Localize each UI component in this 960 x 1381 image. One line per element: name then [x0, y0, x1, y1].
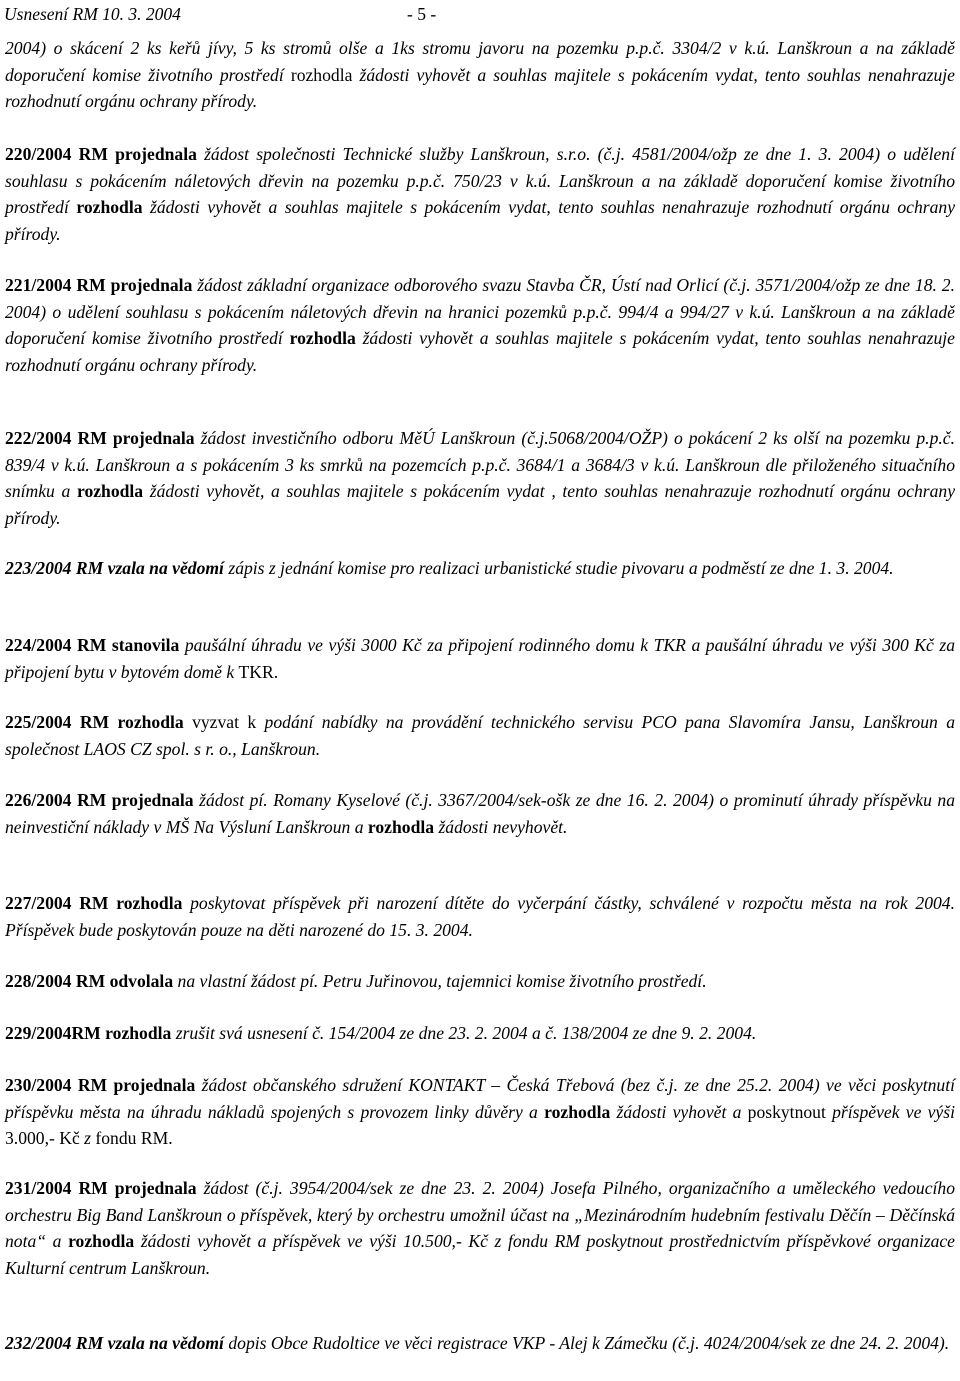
resolution-226	[5, 787, 955, 840]
resolution-heading: 230/2004 RM projednala	[5, 1075, 196, 1095]
page-number: - 5 -	[407, 4, 437, 24]
resolution-229	[5, 1020, 955, 1047]
resolution-230	[5, 1072, 955, 1152]
body-text: žádost pí. Romany Kyselové (č.j. 3367/2004/sek-ošk ze dne 16. 2. 2004) o prominutí úhrady příspěvku na neinvestiční náklady v MŠ Na Výsluní Lanškroun a	[5, 790, 955, 837]
body-text: žádost investičního odboru MěÚ Lanškroun (č.j.5068/2004/OŽP) o pokácení 2 ks olší na pozemku p.p.č. 839/4 v k.ú. Lanškroun a s pokácením 3 ks smrků na pozemcích p.p.č. 3684/1 a 3684/3 v k.ú. Lanškroun dle přiloženého situačního snímku a	[5, 428, 955, 502]
resolution-heading: 231/2004 RM projednala	[5, 1178, 197, 1198]
plain-text: TKR.	[238, 661, 279, 682]
body-text: žádost základní organizace odborového svazu Stavba ČR, Ústí nad Orlicí (č.j. 3571/2004/ožp ze dne 18. 2. 2004) o udělení souhlasu s pokácením náletových dřevin na hranici pozemků p.p.č. 994/4 a 994/27 v k.ú. Lanškroun a na základě doporučení komise životního prostředí	[5, 275, 956, 349]
resolution-231	[5, 1175, 955, 1281]
plain-text: rozhodla	[290, 64, 353, 85]
body-text: žádost společnosti Technické služby Lanškroun, s.r.o. (č.j. 4581/2004/ožp ze dne 1. 3. 2004) o udělení souhlasu s pokácením náletových dřevin na pozemku p.p.č. 750/23 v k.ú. Lanškroun a na základě doporučení komise životního prostředí	[5, 144, 955, 218]
plain-text: fondu RM.	[95, 1128, 173, 1149]
resolution-heading: 226/2004 RM projednala	[5, 790, 194, 810]
body-text: žádosti vyhovět a souhlas majitele s pokácením vydat, tento souhlas nenahrazuje rozhodnutí orgánu ochrany přírody.	[5, 197, 956, 244]
body-text: žádost občanského sdružení KONTAKT – Česká Třebová (bez č.j. ze dne 25.2. 2004) ve věci poskytnutí příspěvku města na úhradu nákladů spojených s provozem linky důvěry a	[5, 1075, 955, 1122]
body-text: na vlastní žádost pí. Petru Juřinovou, tajemnici komise životního prostředí.	[173, 971, 707, 991]
body-text: žádosti vyhovět a souhlas majitele s pokácením vydat, tento souhlas nenahrazuje rozhodnutí orgánu ochrany přírody.	[5, 64, 955, 112]
resolution-heading: 225/2004 RM rozhodla	[5, 712, 184, 732]
resolution-heading: rozhodla	[68, 1231, 135, 1252]
resolution-232	[5, 1330, 955, 1357]
body-text: žádost (č.j. 3954/2004/sek ze dne 23. 2. 2004) Josefa Pilného, organizačního a uměleckého vedoucího orchestru Big Band Lanškroun o příspěvek, který by orchestru umožnil účast na „Mezinárodním hudebním festivalu Děčín – Děčínská nota“ a	[5, 1178, 955, 1252]
body-text: žádosti vyhovět a	[610, 1101, 748, 1122]
resolution-heading: rozhodla	[544, 1101, 611, 1122]
resolution-220	[5, 141, 955, 247]
body-text: zrušit svá usnesení č. 154/2004 ze dne 23. 2. 2004 a č. 138/2004 ze dne 9. 2. 2004.	[171, 1023, 757, 1043]
body-text: paušální úhradu ve výši 3000 Kč za připojení rodinného domu k TKR a paušální úhradu ve výši 300 Kč za připojení bytu v bytovém domě k	[5, 635, 955, 682]
body-text: žádosti vyhovět, a souhlas majitele s pokácením vydat , tento souhlas nenahrazuje rozhodnutí orgánu ochrany přírody.	[5, 481, 956, 528]
resolution-heading: rozhodla	[367, 816, 435, 837]
page-header	[4, 1, 944, 27]
body-text: příspěvek ve výši	[832, 1101, 955, 1122]
body-text: žádosti nevyhovět.	[434, 816, 568, 837]
resolution-221	[5, 272, 955, 378]
resolution-heading: 232/2004 RM vzala na vědomí	[5, 1333, 224, 1353]
plain-text: poskytnout	[747, 1101, 833, 1122]
body-text: dopis Obce Rudoltice ve věci registrace VKP - Alej k Zámečku (č.j. 4024/2004/sek ze dne 24. 2. 2004).	[223, 1333, 950, 1353]
resolution-227	[5, 890, 955, 943]
body-text: 2004) o skácení 2 ks keřů jívy, 5 ks stromů olše a 1ks stromu javoru na pozemku p.p.č. 3304/2 v k.ú. Lanškroun a na základě doporučení komise životního prostředí	[5, 38, 955, 85]
header-title: Usnesení RM 10. 3. 2004	[4, 4, 181, 24]
resolution-continuation	[5, 35, 955, 115]
resolution-225	[5, 709, 955, 762]
resolution-heading: 221/2004 RM projednala	[5, 275, 193, 295]
body-text: z	[84, 1128, 96, 1149]
body-text: poskytovat příspěvek při narození dítěte do vyčerpání částky, schválené v rozpočtu města na rok 2004. Příspěvek bude poskytován pouze na děti narozené do 15. 3. 2004.	[5, 893, 955, 940]
resolution-heading: rozhodla	[76, 481, 144, 502]
resolution-heading: 223/2004 RM vzala na vědomí	[5, 558, 224, 578]
resolution-heading: rozhodla	[289, 328, 356, 349]
plain-text: vyzvat k	[183, 712, 265, 732]
resolution-heading: 224/2004 RM stanovila	[5, 635, 180, 655]
resolution-heading: rozhodla	[76, 197, 143, 218]
resolution-224	[5, 632, 955, 685]
resolution-heading: 229/2004RM rozhodla	[5, 1023, 172, 1043]
plain-text: 3.000,- Kč	[5, 1128, 85, 1149]
resolution-heading: 227/2004 RM rozhodla	[5, 893, 183, 913]
resolution-heading: 228/2004 RM odvolala	[5, 971, 174, 991]
resolution-228	[5, 968, 955, 995]
body-text: žádosti vyhovět a příspěvek ve výši 10.500,- Kč z fondu RM poskytnout prostřednictvím příspěvkové organizace Kulturní centrum Lanškroun.	[5, 1231, 955, 1278]
body-text: žádosti vyhovět a souhlas majitele s pokácením vydat, tento souhlas nenahrazuje rozhodnutí orgánu ochrany přírody.	[5, 328, 955, 375]
body-text: podání nabídky na provádění technického servisu PCO pana Slavomíra Jansu, Lanškroun a společnost LAOS CZ spol. s r. o., Lanškroun.	[5, 712, 956, 759]
resolution-222	[5, 425, 955, 531]
resolution-heading: 222/2004 RM projednala	[5, 428, 195, 448]
body-text: zápis z jednání komise pro realizaci urbanistické studie pivovaru a podměstí ze dne 1. 3. 2004.	[223, 558, 894, 578]
resolution-223	[5, 555, 955, 582]
resolution-heading: 220/2004 RM projednala	[5, 144, 197, 164]
